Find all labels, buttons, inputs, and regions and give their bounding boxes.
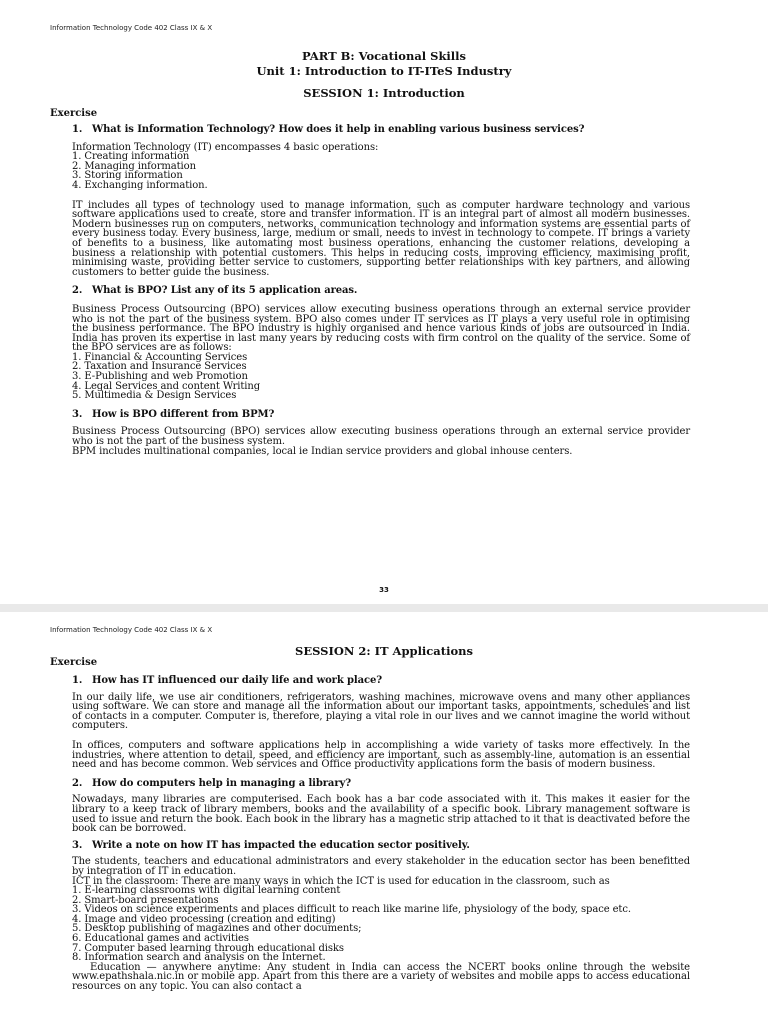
list-item: 3. Videos on science experiments and places difficult to reach like marine life, physiology of the body, space etc.: [72, 904, 631, 916]
question-number: 2.: [72, 777, 83, 789]
p2-q1-paragraph-1: In our daily life, we use air conditioners, refrigerators, washing machines, microwave ovens and many other appliances using software. We can store and manage all the information about our important tasks, appointments, schedules and list of contacts in a computer. Computer is, therefore, playing a vital role in our lives and we cannot imagine the world without computers.: [72, 691, 690, 732]
p2-q3-paragraph-2: ICT in the classroom: There are many ways in which the ICT is used for education in the classroom, such as: [72, 875, 610, 887]
p2-q3-paragraph-3: Education — anywhere anytime: Any student in India can access the NCERT books online through the website www.epathshala.nic.in or mobile app. Apart from this there are a variety of websites and mobile apps to access educational resources on any topic. You can also contact a: [72, 961, 690, 993]
list-item: 2. Managing information: [72, 160, 196, 172]
list-item: 4. Image and video processing (creation and editing): [72, 913, 336, 925]
q3-paragraph-1: Business Process Outsourcing (BPO) services allow executing business operations through an external service provider who is not the part of the business system.: [72, 426, 690, 448]
page-34: [0, 612, 768, 1024]
list-item: 6. Educational games and activities: [72, 933, 249, 945]
list-item: 5. Multimedia & Design Services: [72, 390, 237, 402]
q3-paragraph-2: BPM includes multinational companies, local ie Indian service providers and global inhouse centers.: [72, 445, 573, 457]
unit-title: Unit 1: Introduction to IT-ITeS Industry: [256, 64, 512, 78]
question-text: What is BPO? List any of its 5 application areas.: [92, 285, 358, 297]
question-text: How do computers help in managing a library?: [92, 777, 351, 789]
question-1: [72, 676, 690, 686]
q2-list: [72, 353, 690, 401]
list-item: 4. Exchanging information.: [72, 179, 208, 191]
list-item: 3. E-Publishing and web Promotion: [72, 371, 248, 383]
list-item: 1. Financial & Accounting Services: [72, 351, 248, 363]
question-text: Write a note on how IT has impacted the education sector positively.: [92, 839, 470, 851]
question-text: How has IT influenced our daily life and work place?: [92, 675, 383, 686]
p2-q3-list: [72, 886, 690, 963]
list-item: 3. Storing information: [72, 170, 183, 182]
question-1: [72, 125, 690, 135]
p2-q3-paragraph-1: The students, teachers and educational administrators and every stakeholder in the education sector has been benefitted by integration of IT in education.: [72, 856, 690, 877]
running-header: Information Technology Code 402 Class IX & X: [50, 24, 213, 32]
q1-paragraph: IT includes all types of technology used to manage information, such as computer hardware technology and various software applications used to create, store and transfer information. IT is an integral part of almost all modern businesses. Modern businesses run on computers, networks, communication technology and information systems are essential parts of every business today. Every business, large, medium or small, needs to invest in technology to compete. IT brings a variety of benefits to a business, like automating most business operations, enhancing the customer relations, developing a business a relationship with potential customers. This helps in reducing costs, improving efficiency, maximising profit, minimising waste, providing better service to customers, supporting better relationships with key partners, and allowing customers to better guide the business.: [72, 199, 690, 278]
page1-body: [72, 125, 690, 456]
exercise-heading: Exercise: [50, 657, 98, 668]
question-3: [72, 841, 690, 851]
question-number: 1.: [72, 675, 83, 686]
session-title: SESSION 2: IT Applications: [295, 644, 473, 658]
question-3: [72, 410, 690, 420]
page-number: 33: [379, 586, 389, 594]
question-number: 3.: [72, 839, 83, 851]
session-title: SESSION 1: Introduction: [303, 86, 465, 100]
part-title: PART B: Vocational Skills: [302, 49, 466, 63]
question-text: What is Information Technology? How does it help in enabling various business services?: [92, 124, 585, 135]
list-item: 1. E-learning classrooms with digital learning content: [72, 885, 341, 897]
exercise-heading: Exercise: [50, 108, 98, 119]
q2-paragraph: Business Process Outsourcing (BPO) services allow executing business operations through an external service provider who is not the part of the business system. BPO also comes under IT services as IT plays a very useful role in optimising the business performance. The BPO industry is highly organised and hence various kinds of jobs are outsourced in India. India has proven its expertise in last many years by reducing costs with firm control on the quality of the service. Some of the BPO services are as follows:: [72, 303, 690, 354]
page2-body: [72, 676, 690, 992]
question-number: 2.: [72, 285, 83, 297]
list-item: 1. Creating information: [72, 151, 190, 163]
question-2: [72, 779, 690, 789]
running-header: Information Technology Code 402 Class IX & X: [50, 626, 213, 634]
question-number: 3.: [72, 408, 83, 420]
question-2: [72, 286, 690, 296]
p2-q2-paragraph: Nowadays, many libraries are computerised. Each book has a bar code associated with it. This makes it easier for the library to a keep track of library members, books and the availability of a specific book. Library management software is used to issue and return the book. Each book in the library has a magnetic strip attached to it that is deactivated before the book can be borrowed.: [72, 794, 690, 835]
list-item: 7. Computer based learning through educational disks: [72, 942, 344, 954]
list-item: 4. Legal Services and content Writing: [72, 380, 261, 392]
q1-intro: Information Technology (IT) encompasses 4 basic operations:: [72, 141, 379, 153]
question-text: How is BPO different from BPM?: [92, 408, 275, 420]
list-item: 5. Desktop publishing of magazines and other documents;: [72, 923, 362, 935]
question-number: 1.: [72, 124, 83, 135]
p2-q1-paragraph-2: In offices, computers and software applications help in accomplishing a wide variety of tasks more effectively. In the industries, where attention to detail, speed, and efficiency are important, such as assembly-line, automation is an essential need and has become common. Web services and Office productivity applications form the basis of modern business.: [72, 739, 690, 771]
list-item: 2. Smart-board presentations: [72, 894, 219, 906]
list-item: 8. Information search and analysis on the Internet.: [72, 952, 326, 964]
q1-list: [72, 152, 690, 190]
list-item: 2. Taxation and Insurance Services: [72, 361, 247, 373]
